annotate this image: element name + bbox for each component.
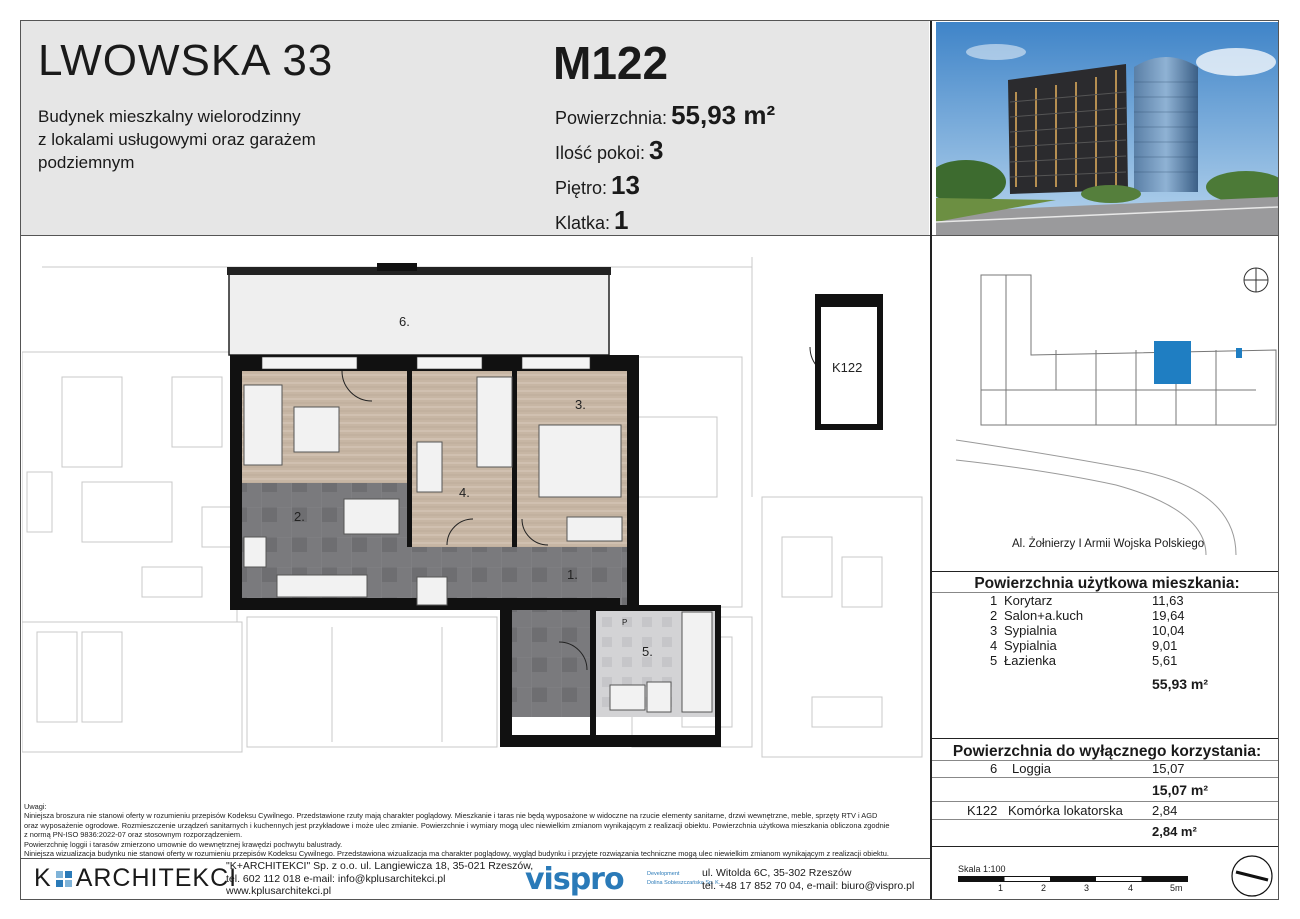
- exclusive-area-total: 15,07 m²: [1152, 782, 1209, 798]
- spec-area: Powierzchnia: 55,93 m²: [555, 100, 776, 130]
- architect-logo: K ARCHITEKCI: [34, 864, 238, 892]
- area-row: 3 Sypialnia 10,04: [990, 623, 1185, 638]
- building-visualization: [936, 22, 1278, 235]
- compass-icon: [1230, 854, 1274, 903]
- description-line: z lokalami usługowymi oraz garażem: [38, 130, 316, 149]
- storage-total: 2,84 m²: [1152, 824, 1197, 839]
- site-key-plan: [936, 255, 1278, 555]
- area-row: 2 Salon+a.kuch 19,64: [990, 608, 1185, 623]
- room-label-4: 4.: [459, 485, 470, 500]
- scale-tick: 4: [1128, 883, 1134, 893]
- usable-area-heading: Powierzchnia użytkowa mieszkania:: [974, 575, 1240, 592]
- usable-area-total: 55,93 m²: [1152, 676, 1209, 692]
- disclaimer-notes: Uwagi: Niniejsza broszura nie stanowi oferty w rozumieniu przepisów Kodeksu Cywilnego. Przedstawione rzuty mają charakter poglądowy. Mieszkanie i taras nie będą wyposażone w widoczne na rzucie elementy sanitarne, drzwi wewnętrzne, meble, sprzęty RTV i AGD oraz wyposażenie ogrodowe. Rozmieszczenie urządzeń sanitarnych i kuchennych jest przykładowe i może ulec zmianie. Powierzchnie i wymiary mogą ulec niewielkim zmianom wynikającym z realizacji obiektu. Powierzchnia użytkowa mieszkania obliczona zgodnie z normą PN-ISO 9836:2022-07 oraz stosownym rozporządzeniem. Powierzchnię loggii i tarasów zmierzono umownie do wewnętrznej krawędzi pochwytu balustrady. Niniejsza wizualizacja budynku nie stanowi oferty w rozumieniu przepisów Kodeksu Cywilnego. Przedstawiona wizualizacja ma charakter poglądowy, wygląd budynku i przyjęte rozwiązania techniczne mogą ulec niewielkim zmianom wynikającym z realizacji obiektu.: [24, 802, 890, 859]
- scale-tick: 2: [1041, 883, 1047, 893]
- plus-icon: [56, 871, 72, 887]
- unit-highlight: [1154, 341, 1191, 384]
- room-label-6: 6.: [399, 314, 410, 329]
- north-arrow-icon: [1244, 268, 1268, 292]
- storage-label: K122: [832, 360, 863, 375]
- room-label-2: 2.: [294, 509, 305, 524]
- street-name: Al. Żołnierzy I Armii Wojska Polskiego: [1012, 538, 1205, 550]
- developer-info: ul. Witolda 6C, 35-302 Rzeszów tel. +48 17 852 70 04, e-mail: biuro@vispro.pl: [702, 867, 915, 892]
- exclusive-row: 6 Loggia 15,07: [990, 761, 1185, 776]
- architect-info: "K+ARCHITEKCI" Sp. z o.o. ul. Langiewicza 18, 35-021 Rzeszów, tel. 602 112 018 e-mail: info@kplusarchitekci.pl www.kplusarchitekci.pl: [226, 860, 534, 897]
- building-description: [38, 105, 418, 174]
- spec-rooms: Ilość pokoi: 3: [555, 135, 664, 165]
- table-divider: [932, 571, 1278, 572]
- area-row: 1 Korytarz 11,63: [990, 593, 1184, 608]
- room-label-5: 5.: [642, 644, 653, 659]
- scale-label: Skala 1:100: [958, 864, 1006, 874]
- project-title: LWOWSKA 33: [38, 36, 334, 85]
- developer-sub: Development Dolina Sobieszczańska Sp. K.: [647, 871, 721, 886]
- description-line: podziemnym: [38, 153, 135, 172]
- spec-floor: Piętro: 13: [555, 170, 640, 200]
- scale-tick: 5m: [1170, 883, 1183, 893]
- scale-bar: [958, 876, 1188, 882]
- scale-tick: 3: [1084, 883, 1090, 893]
- header-divider: [21, 235, 1278, 236]
- scale-tick: 1: [998, 883, 1004, 893]
- description-line: Budynek mieszkalny wielorodzinny: [38, 107, 301, 126]
- area-row: 4 Sypialnia 9,01: [990, 638, 1178, 653]
- developer-logo: vispro: [525, 862, 624, 897]
- spec-staircase: Klatka: 1: [555, 205, 629, 235]
- unit-code: M122: [553, 37, 669, 89]
- bath-tag: P: [622, 618, 628, 627]
- room-label-1: 1.: [567, 567, 578, 582]
- floor-plan: [22, 237, 928, 802]
- exclusive-area-heading: Powierzchnia do wyłącznego korzystania:: [952, 743, 1262, 760]
- room-label-3: 3.: [575, 397, 586, 412]
- storage-row: K122 Komórka lokatorska 2,84: [967, 803, 1178, 818]
- column-divider: [930, 21, 932, 899]
- area-row: 5 Łazienka 5,61: [990, 653, 1178, 668]
